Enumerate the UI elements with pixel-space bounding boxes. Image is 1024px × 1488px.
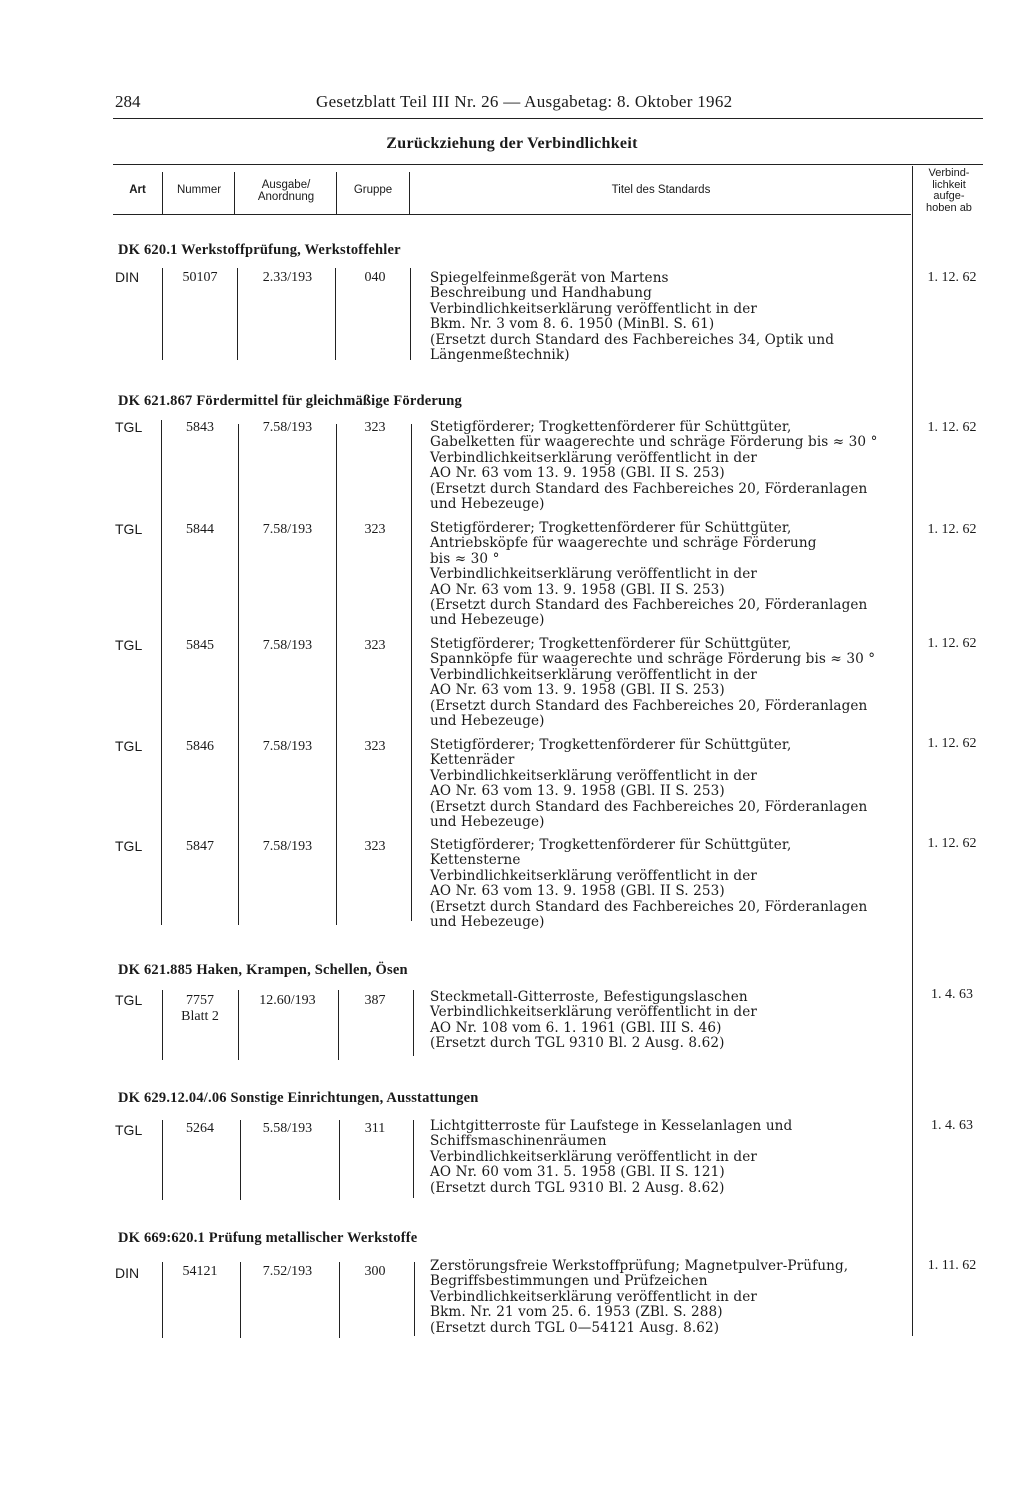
section-title: Zurückziehung der Verbindlichkeit — [386, 135, 638, 152]
cell-nummer: 54121 — [182, 1264, 218, 1279]
row-divider — [339, 1262, 340, 1338]
cell-verbindlichkeit: 1. 12. 62 — [927, 636, 977, 651]
titel-line: AO Nr. 63 vom 13. 9. 1958 (GBl. II S. 253) — [430, 682, 725, 699]
cell-nummer: 5843 — [186, 420, 214, 435]
publication-header: Gesetzblatt Teil III Nr. 26 — Ausgabetag: 8. Oktober 1962 — [316, 92, 733, 111]
cell-nummer: 50107 — [182, 270, 218, 285]
cell-ausgabe: 7.58/193 — [262, 638, 313, 653]
table-header-rule — [113, 214, 911, 215]
cell-titel — [430, 990, 905, 1052]
cell-gruppe: 300 — [364, 1264, 386, 1279]
titel-line: Verbindlichkeitserklärung veröffentlicht in der — [430, 1148, 757, 1165]
cell-verbindlichkeit: 1. 12. 62 — [927, 420, 977, 435]
cell-titel — [430, 738, 905, 830]
titel-line: AO Nr. 63 vom 13. 9. 1958 (GBl. II S. 253) — [430, 465, 725, 482]
titel-line: Verbindlichkeitserklärung veröffentlicht in der — [430, 867, 757, 884]
titel-line: (Ersetzt durch Standard des Fachbereiches 20, Förderanlagen — [430, 480, 868, 497]
cell-verbindlichkeit: 1. 12. 62 — [927, 836, 977, 851]
titel-line: Kettenräder — [430, 752, 515, 769]
titel-line: Längenmeßtechnik) — [430, 347, 570, 364]
titel-line: Verbindlichkeitserklärung veröffentlicht in der — [430, 300, 757, 317]
titel-line: Zerstörungsfreie Werkstoffprüfung; Magnetpulver-Prüfung, — [430, 1258, 849, 1274]
cell-verbindlichkeit: 1. 12. 62 — [927, 522, 977, 537]
row-divider — [336, 424, 337, 925]
col-gruppe: Gruppe — [353, 184, 393, 196]
cell-ausgabe: 7.58/193 — [262, 839, 313, 854]
col-verbind-line3: aufge- — [933, 190, 965, 202]
titel-line: (Ersetzt durch TGL 9310 Bl. 2 Ausg. 8.62) — [430, 1179, 725, 1196]
titel-line: und Hebezeuge) — [430, 914, 545, 931]
titel-line: Stetigförderer; Trogkettenförderer für Schüttgüter, — [430, 636, 792, 652]
titel-line: Lichtgitterroste für Laufstege in Kesselanlagen und — [430, 1118, 793, 1134]
row-divider — [162, 1120, 163, 1200]
cell-nummer: 5846 — [186, 739, 214, 754]
cell-ausgabe: 7.58/193 — [262, 420, 313, 435]
row-divider — [413, 990, 414, 1056]
row-divider — [162, 1262, 163, 1338]
col-verbindlichkeit — [914, 168, 984, 214]
row-divider — [411, 424, 412, 921]
row-divider — [240, 1262, 241, 1338]
titel-line: (Ersetzt durch Standard des Fachbereiches 20, Förderanlagen — [430, 597, 868, 614]
titel-line: Kettensterne — [430, 852, 521, 869]
col-titel: Titel des Standards — [611, 184, 711, 196]
row-divider — [162, 268, 163, 360]
col-art: Art — [129, 184, 146, 196]
titel-line: Stetigförderer; Trogkettenförderer für Schüttgüter, — [430, 419, 792, 435]
row-divider — [238, 424, 239, 925]
nummer-sub: Blatt 2 — [181, 1008, 219, 1024]
page-number: 284 — [115, 92, 141, 111]
cell-ausgabe: 5.58/193 — [262, 1121, 313, 1136]
cell-gruppe: 323 — [364, 638, 386, 653]
titel-line: AO Nr. 63 vom 13. 9. 1958 (GBl. II S. 253) — [430, 581, 725, 598]
cell-art: TGL — [115, 637, 143, 653]
cell-nummer: 5847 — [186, 839, 214, 854]
titel-line: Bkm. Nr. 21 vom 25. 6. 1953 (ZBl. S. 288) — [430, 1304, 723, 1321]
cell-art: TGL — [115, 419, 143, 435]
titel-line: Beschreibung und Handhabung — [430, 285, 652, 302]
titel-line: Gabelketten für waagerechte und schräge Förderung bis ≈ 30 ° — [430, 434, 878, 451]
cell-gruppe: 311 — [364, 1121, 386, 1136]
cell-ausgabe: 12.60/193 — [259, 993, 316, 1008]
cell-ausgabe: 7.58/193 — [262, 522, 313, 537]
cell-titel — [430, 1119, 905, 1196]
cell-verbindlichkeit: 1. 12. 62 — [927, 270, 977, 285]
row-divider — [338, 990, 339, 1060]
titel-line: Spiegelfeinmeßgerät von Martens — [430, 270, 669, 286]
cell-art: DIN — [115, 1265, 140, 1281]
dk-group-heading: DK 669:620.1 Prüfung metallischer Werkstoffe — [118, 1230, 418, 1246]
row-divider — [237, 268, 238, 360]
row-divider — [240, 1120, 241, 1200]
row-divider — [410, 268, 411, 360]
titel-line: Verbindlichkeitserklärung veröffentlicht in der — [430, 1004, 757, 1021]
row-divider — [339, 1120, 340, 1200]
verbindlichkeit-column-rule — [912, 166, 913, 1336]
titel-line: Verbindlichkeitserklärung veröffentlicht in der — [430, 566, 757, 583]
titel-line: Stetigförderer; Trogkettenförderer für Schüttgüter, — [430, 837, 792, 853]
titel-line: AO Nr. 63 vom 13. 9. 1958 (GBl. II S. 253) — [430, 883, 725, 900]
titel-line: bis ≈ 30 ° — [430, 550, 500, 567]
titel-line: (Ersetzt durch Standard des Fachbereiches 20, Förderanlagen — [430, 697, 868, 714]
col-ausgabe-line1: Ausgabe/ — [261, 179, 311, 191]
cell-titel — [430, 637, 905, 729]
cell-art: TGL — [115, 992, 143, 1008]
cell-art: TGL — [115, 738, 143, 754]
cell-verbindlichkeit: 1. 4. 63 — [931, 987, 973, 1002]
cell-verbindlichkeit: 1. 11. 62 — [927, 1258, 977, 1273]
col-ausgabe-line2: Anordnung — [257, 191, 315, 203]
cell-titel — [430, 838, 905, 930]
titel-line: Stetigförderer; Trogkettenförderer für Schüttgüter, — [430, 520, 792, 536]
cell-gruppe: 040 — [364, 270, 386, 285]
titel-line: Schiffsmaschinenräumen — [430, 1133, 607, 1150]
cell-gruppe: 323 — [364, 522, 386, 537]
titel-line: (Ersetzt durch Standard des Fachbereiches 20, Förderanlagen — [430, 798, 868, 815]
header-rule — [113, 118, 983, 119]
cell-gruppe: 323 — [364, 420, 386, 435]
cell-titel — [430, 521, 905, 629]
col-divider — [409, 172, 410, 214]
titel-line: Stetigförderer; Trogkettenförderer für Schüttgüter, — [430, 737, 792, 753]
cell-art: TGL — [115, 521, 143, 537]
titel-line: und Hebezeuge) — [430, 612, 545, 629]
row-divider — [414, 1262, 415, 1336]
col-verbind-line4: hoben ab — [926, 201, 972, 214]
row-divider — [238, 990, 239, 1060]
cell-ausgabe: 2.33/193 — [262, 270, 313, 285]
titel-line: AO Nr. 108 vom 6. 1. 1961 (GBl. III S. 46) — [430, 1019, 722, 1036]
cell-titel — [430, 420, 905, 512]
titel-line: Verbindlichkeitserklärung veröffentlicht in der — [430, 666, 757, 683]
cell-nummer: 5845 — [186, 638, 214, 653]
titel-line: Spannköpfe für waagerechte und schräge Förderung bis ≈ 30 ° — [430, 651, 876, 668]
cell-gruppe: 323 — [364, 739, 386, 754]
titel-line: AO Nr. 60 vom 31. 5. 1958 (GBl. II S. 121) — [430, 1164, 725, 1181]
col-divider — [336, 172, 337, 214]
titel-line: (Ersetzt durch Standard des Fachbereiches 34, Optik und — [430, 331, 834, 348]
cell-titel — [430, 271, 905, 363]
col-verbind-line2: lichkeit — [932, 178, 966, 191]
titel-line: Begriffsbestimmungen und Prüfzeichen — [430, 1273, 708, 1290]
dk-group-heading: DK 620.1 Werkstoffprüfung, Werkstoffehler — [118, 242, 401, 258]
titel-line: Verbindlichkeitserklärung veröffentlicht in der — [430, 1288, 757, 1305]
cell-art: TGL — [115, 838, 143, 854]
col-nummer: Nummer — [176, 184, 222, 196]
col-divider — [162, 172, 163, 214]
titel-line: und Hebezeuge) — [430, 496, 545, 513]
nummer-main: 7757 — [186, 993, 214, 1008]
dk-group-heading: DK 621.885 Haken, Krampen, Schellen, Ösen — [118, 962, 408, 978]
titel-line: Antriebsköpfe für waagerechte und schräge Förderung — [430, 535, 817, 552]
row-divider — [413, 1120, 414, 1198]
titel-line: und Hebezeuge) — [430, 814, 545, 831]
row-divider — [161, 420, 162, 925]
titel-line: Bkm. Nr. 3 vom 8. 6. 1950 (MinBl. S. 61) — [430, 316, 715, 333]
cell-titel — [430, 1259, 905, 1336]
titel-line: AO Nr. 63 vom 13. 9. 1958 (GBl. II S. 253) — [430, 783, 725, 800]
titel-line: (Ersetzt durch TGL 0—54121 Ausg. 8.62) — [430, 1319, 720, 1336]
titel-line: Verbindlichkeitserklärung veröffentlicht in der — [430, 767, 757, 784]
cell-art: DIN — [115, 269, 140, 285]
col-verbind-line1: Verbind- — [928, 167, 970, 179]
cell-ausgabe: 7.52/193 — [262, 1264, 313, 1279]
cell-gruppe: 323 — [364, 839, 386, 854]
dk-group-heading: DK 629.12.04/.06 Sonstige Einrichtungen, Ausstattungen — [118, 1090, 479, 1106]
col-divider — [234, 172, 235, 214]
cell-nummer — [165, 993, 235, 1024]
cell-nummer: 5264 — [186, 1121, 214, 1136]
cell-art: TGL — [115, 1122, 143, 1138]
titel-line: und Hebezeuge) — [430, 713, 545, 730]
cell-gruppe: 387 — [364, 993, 386, 1008]
table-top-rule — [113, 164, 983, 165]
cell-verbindlichkeit: 1. 12. 62 — [927, 736, 977, 751]
row-divider — [162, 990, 163, 1060]
dk-group-heading: DK 621.867 Fördermittel für gleichmäßige Förderung — [118, 393, 462, 409]
titel-line: (Ersetzt durch Standard des Fachbereiches 20, Förderanlagen — [430, 898, 868, 915]
titel-line: Steckmetall-Gitterroste, Befestigungslaschen — [430, 989, 748, 1005]
row-divider — [335, 268, 336, 360]
col-ausgabe — [236, 179, 336, 203]
titel-line: (Ersetzt durch TGL 9310 Bl. 2 Ausg. 8.62) — [430, 1035, 725, 1052]
cell-verbindlichkeit: 1. 4. 63 — [931, 1118, 973, 1133]
titel-line: Verbindlichkeitserklärung veröffentlicht in der — [430, 449, 757, 466]
cell-nummer: 5844 — [186, 522, 214, 537]
cell-ausgabe: 7.58/193 — [262, 739, 313, 754]
